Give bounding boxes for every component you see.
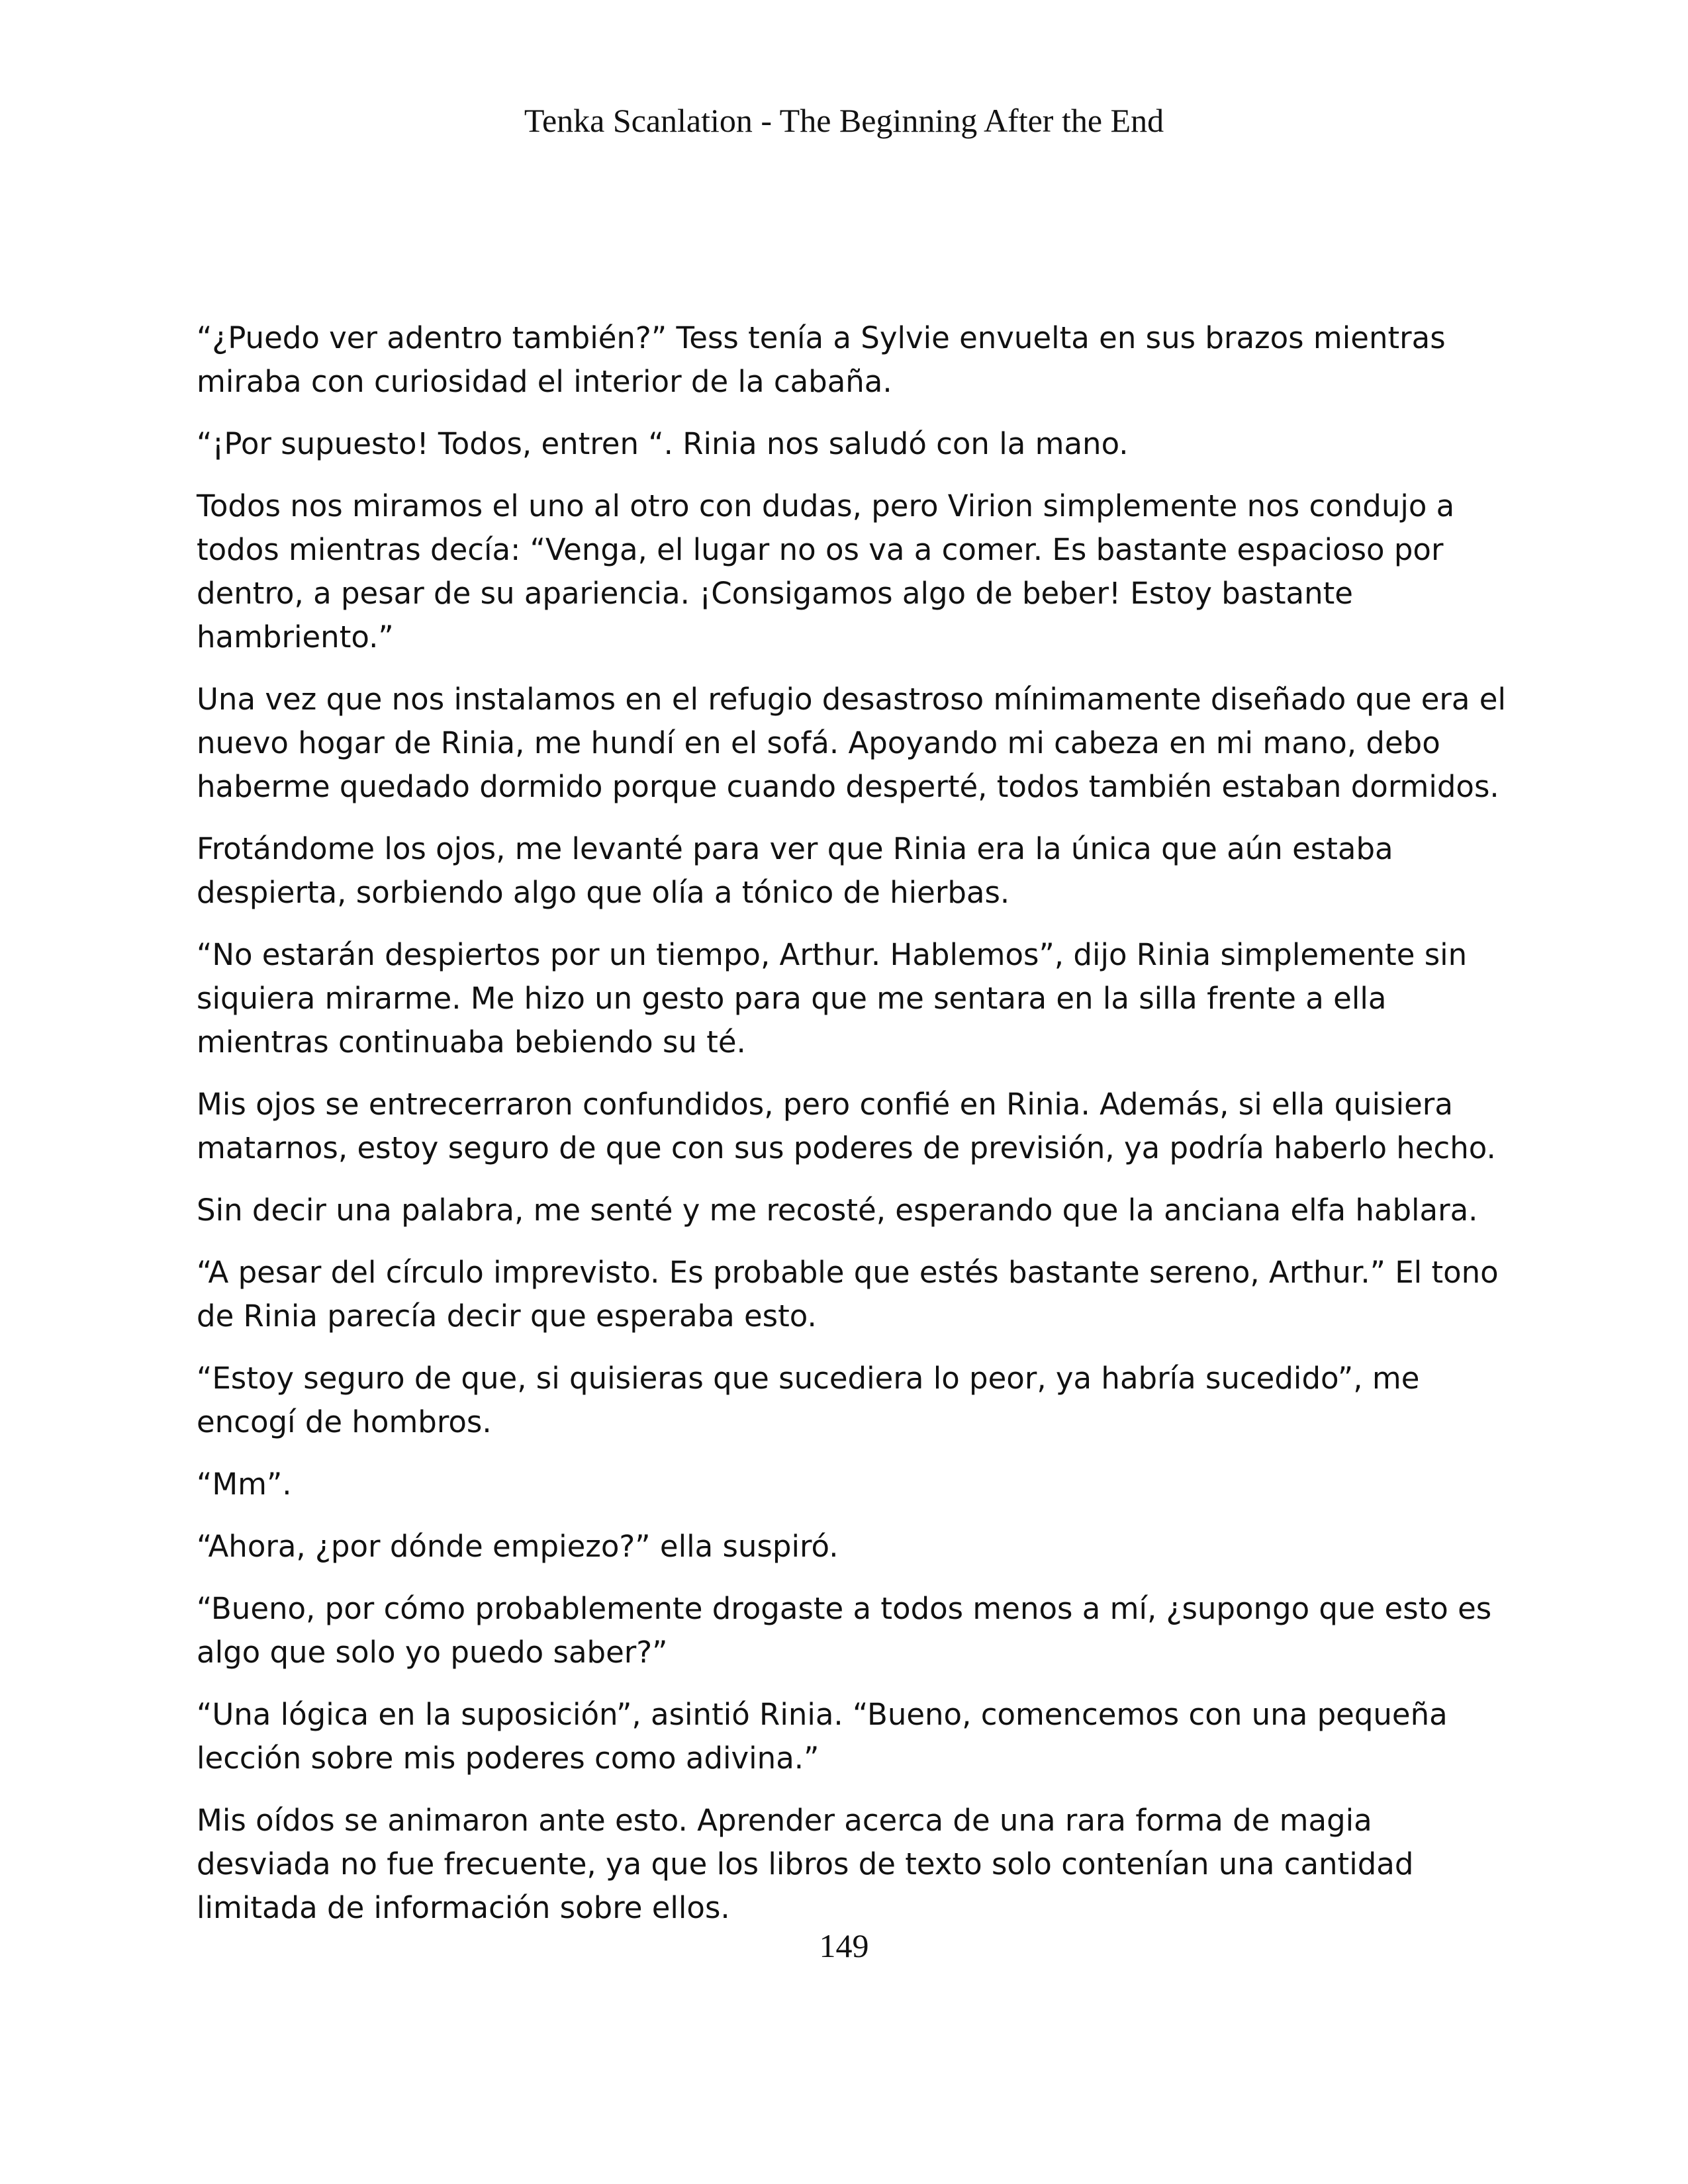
paragraph: Frotándome los ojos, me levanté para ver que Rinia era la única que aún estaba despierta, sorbiendo algo que olía a tónico de hierbas.: [197, 831, 1393, 910]
document-body: [197, 316, 1511, 1948]
paragraph: “No estarán despiertos por un tiempo, Arthur. Hablemos”, dijo Rinia simplemente sin siquiera mirarme. Me hizo un gesto para que me sentara en la silla frente a ella mientras continuaba bebiendo su té.: [197, 937, 1468, 1060]
paragraph: “A pesar del círculo imprevisto. Es probable que estés bastante sereno, Arthur.” El tono de Rinia parecía decir que esperaba esto.: [197, 1255, 1499, 1334]
paragraph: “Estoy seguro de que, si quisieras que sucediera lo peor, ya habría sucedido”, me encogí de hombros.: [197, 1361, 1420, 1439]
paragraph: Mis oídos se animaron ante esto. Aprender acerca de una rara forma de magia desviada no fue frecuente, ya que los libros de texto solo contenían una cantidad limitada de información sobre ellos.: [197, 1803, 1414, 1925]
paragraph: Mis ojos se entrecerraron confundidos, pero confié en Rinia. Además, si ella quisiera matarnos, estoy seguro de que con sus poderes de previsión, ya podría haberlo hecho.: [197, 1087, 1496, 1165]
paragraph: “Bueno, por cómo probablemente drogaste a todos menos a mí, ¿supongo que esto es algo que solo yo puedo saber?”: [197, 1591, 1492, 1670]
page-number: 149: [819, 1927, 869, 1964]
paragraph: “Mm”.: [197, 1467, 292, 1502]
paragraph: Todos nos miramos el uno al otro con dudas, pero Virion simplemente nos condujo a todos mientras decía: “Venga, el lugar no os va a comer. Es bastante espacioso por dentro, a pesar de su apariencia. ¡Consigamos algo de beber! Estoy bastante hambriento.”: [197, 488, 1455, 655]
paragraph: Sin decir una palabra, me senté y me recosté, esperando que la anciana elfa hablara.: [197, 1193, 1478, 1228]
paragraph: “¡Por supuesto! Todos, entren “. Rinia nos saludó con la mano.: [197, 426, 1129, 461]
page-header: Tenka Scanlation - The Beginning After the End: [524, 102, 1164, 139]
paragraph: “Ahora, ¿por dónde empiezo?” ella suspiró.: [197, 1529, 839, 1564]
paragraph: Una vez que nos instalamos en el refugio desastroso mínimamente diseñado que era el nuevo hogar de Rinia, me hundí en el sofá. Apoyando mi cabeza en mi mano, debo haberme quedado dormido porque cuando desperté, todos también estaban dormidos.: [197, 682, 1506, 804]
paragraph: “Una lógica en la suposición”, asintió Rinia. “Bueno, comencemos con una pequeña lección sobre mis poderes como adivina.”: [197, 1697, 1448, 1776]
paragraph: “¿Puedo ver adentro también?” Tess tenía a Sylvie envuelta en sus brazos mientras miraba con curiosidad el interior de la cabaña.: [197, 320, 1446, 399]
